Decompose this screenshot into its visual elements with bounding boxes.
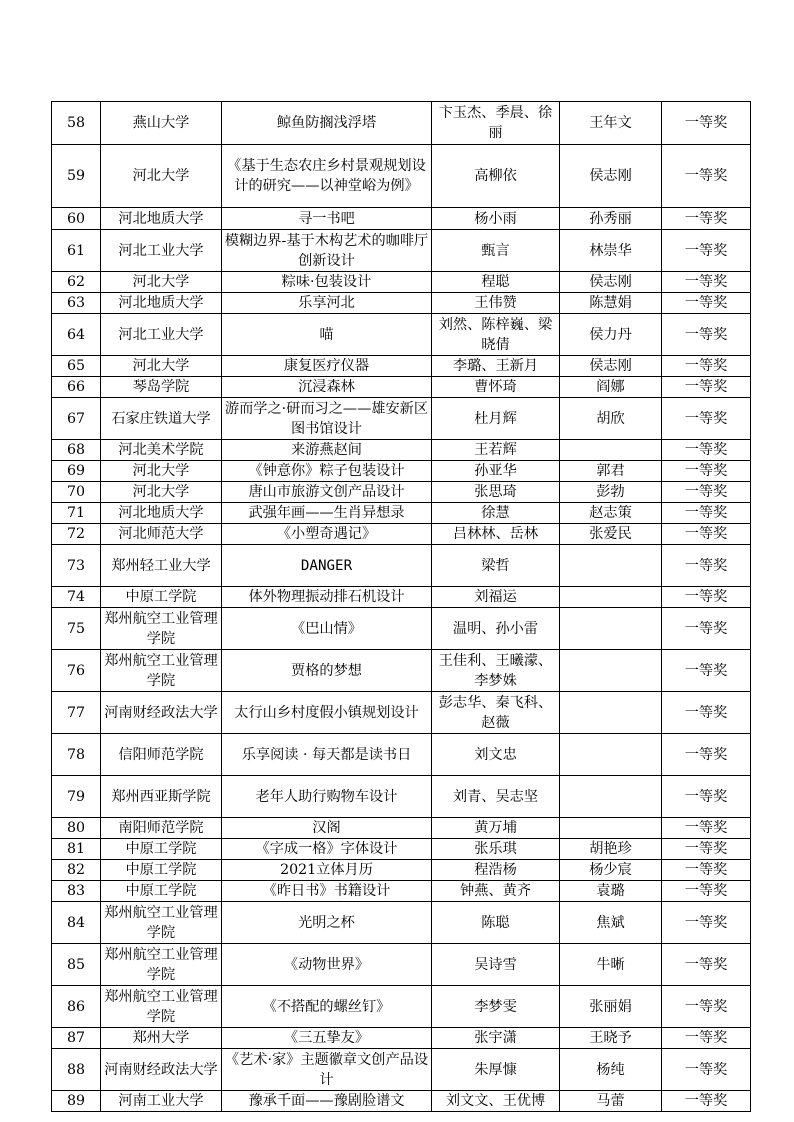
school-cell: 中原工学院 (101, 587, 222, 608)
school-cell: 河南工业大学 (101, 1091, 222, 1112)
award-cell: 一等奖 (662, 208, 751, 230)
table-row (52, 356, 751, 377)
table-row (52, 398, 751, 440)
advisor-cell: 赵志策 (560, 503, 662, 524)
advisor-cell: 王晓予 (560, 1028, 662, 1049)
advisor-cell: 孙秀丽 (560, 208, 662, 230)
award-cell: 一等奖 (662, 587, 751, 608)
table-row (52, 1028, 751, 1049)
table-row (52, 734, 751, 776)
table-row (52, 503, 751, 524)
advisor-cell: 侯志刚 (560, 272, 662, 293)
table-row (52, 860, 751, 881)
row-number-cell: 74 (52, 587, 101, 608)
advisor-cell: 陈慧娟 (560, 293, 662, 314)
award-cell: 一等奖 (662, 524, 751, 545)
table-row (52, 524, 751, 545)
authors-cell: 吴诗雪 (432, 944, 560, 986)
school-cell: 郑州航空工业管理学院 (101, 944, 222, 986)
advisor-cell: 焦斌 (560, 902, 662, 944)
authors-cell: 张思琦 (432, 482, 560, 503)
work-title-cell: 《字成一格》字体设计 (222, 839, 432, 860)
school-cell: 河北大学 (101, 145, 222, 208)
row-number-cell: 66 (52, 377, 101, 398)
award-cell: 一等奖 (662, 356, 751, 377)
work-title-cell: 老年人助行购物车设计 (222, 776, 432, 818)
row-number-cell: 77 (52, 692, 101, 734)
authors-cell: 刘文忠 (432, 734, 560, 776)
row-number-cell: 86 (52, 986, 101, 1028)
row-number-cell: 69 (52, 461, 101, 482)
authors-cell: 吕林林、岳林 (432, 524, 560, 545)
row-number-cell: 84 (52, 902, 101, 944)
award-cell: 一等奖 (662, 503, 751, 524)
advisor-cell: 杨少宸 (560, 860, 662, 881)
authors-cell: 高柳依 (432, 145, 560, 208)
table-row (52, 881, 751, 902)
row-number-cell: 58 (52, 102, 101, 145)
authors-cell: 温明、孙小雷 (432, 608, 560, 650)
award-cell: 一等奖 (662, 650, 751, 692)
work-title-cell: 乐享阅读 · 每天都是读书日 (222, 734, 432, 776)
table-row (52, 440, 751, 461)
award-cell: 一等奖 (662, 440, 751, 461)
table-row (52, 608, 751, 650)
authors-cell: 彭志华、秦飞科、赵薇 (432, 692, 560, 734)
work-title-cell: 太行山乡村度假小镇规划设计 (222, 692, 432, 734)
row-number-cell: 79 (52, 776, 101, 818)
school-cell: 郑州西亚斯学院 (101, 776, 222, 818)
school-cell: 燕山大学 (101, 102, 222, 145)
work-title-cell: 《昨日书》书籍设计 (222, 881, 432, 902)
authors-cell: 程浩杨 (432, 860, 560, 881)
table-row (52, 650, 751, 692)
row-number-cell: 61 (52, 230, 101, 272)
work-title-cell: 鲸鱼防搁浅浮塔 (222, 102, 432, 145)
school-cell: 郑州航空工业管理学院 (101, 986, 222, 1028)
work-title-cell: 粽味·包装设计 (222, 272, 432, 293)
row-number-cell: 59 (52, 145, 101, 208)
award-cell: 一等奖 (662, 314, 751, 356)
work-title-cell: 《基于生态农庄乡村景观规划设计的研究——以神堂峪为例》 (222, 145, 432, 208)
work-title-cell: 来游燕赵间 (222, 440, 432, 461)
school-cell: 河北师范大学 (101, 524, 222, 545)
school-cell: 河南财经政法大学 (101, 1049, 222, 1091)
row-number-cell: 82 (52, 860, 101, 881)
authors-cell: 程聪 (432, 272, 560, 293)
table-row (52, 545, 751, 587)
advisor-cell: 彭勃 (560, 482, 662, 503)
award-cell: 一等奖 (662, 860, 751, 881)
table-row (52, 986, 751, 1028)
school-cell: 河北工业大学 (101, 230, 222, 272)
work-title-cell: 《钟意你》粽子包装设计 (222, 461, 432, 482)
row-number-cell: 71 (52, 503, 101, 524)
award-cell: 一等奖 (662, 1028, 751, 1049)
authors-cell: 刘文文、王优博 (432, 1091, 560, 1112)
work-title-cell: 《动物世界》 (222, 944, 432, 986)
work-title-cell: 贾格的梦想 (222, 650, 432, 692)
row-number-cell: 80 (52, 818, 101, 839)
award-cell: 一等奖 (662, 818, 751, 839)
award-cell: 一等奖 (662, 545, 751, 587)
work-title-cell: 豫承千面——豫剧脸谱文 (222, 1091, 432, 1112)
authors-cell: 杨小雨 (432, 208, 560, 230)
advisor-cell (560, 545, 662, 587)
table-row (52, 818, 751, 839)
authors-cell: 刘青、吴志坚 (432, 776, 560, 818)
authors-cell: 孙亚华 (432, 461, 560, 482)
advisor-cell: 胡欣 (560, 398, 662, 440)
award-cell: 一等奖 (662, 986, 751, 1028)
row-number-cell: 87 (52, 1028, 101, 1049)
work-title-cell: 《巴山情》 (222, 608, 432, 650)
school-cell: 河北大学 (101, 461, 222, 482)
row-number-cell: 60 (52, 208, 101, 230)
award-cell: 一等奖 (662, 608, 751, 650)
advisor-cell: 郭君 (560, 461, 662, 482)
table-row (52, 102, 751, 145)
authors-cell: 王伟赞 (432, 293, 560, 314)
award-cell: 一等奖 (662, 102, 751, 145)
school-cell: 石家庄铁道大学 (101, 398, 222, 440)
row-number-cell: 62 (52, 272, 101, 293)
school-cell: 河南财经政法大学 (101, 692, 222, 734)
work-title-cell: 唐山市旅游文创产品设计 (222, 482, 432, 503)
row-number-cell: 88 (52, 1049, 101, 1091)
advisor-cell: 张爱民 (560, 524, 662, 545)
school-cell: 河北大学 (101, 272, 222, 293)
award-cell: 一等奖 (662, 272, 751, 293)
school-cell: 琴岛学院 (101, 377, 222, 398)
row-number-cell: 65 (52, 356, 101, 377)
row-number-cell: 68 (52, 440, 101, 461)
authors-cell: 卞玉杰、季晨、徐丽 (432, 102, 560, 145)
award-cell: 一等奖 (662, 692, 751, 734)
school-cell: 郑州航空工业管理学院 (101, 902, 222, 944)
award-cell: 一等奖 (662, 734, 751, 776)
school-cell: 河北美术学院 (101, 440, 222, 461)
work-title-cell: DANGER (222, 545, 432, 587)
row-number-cell: 89 (52, 1091, 101, 1112)
row-number-cell: 70 (52, 482, 101, 503)
school-cell: 河北大学 (101, 356, 222, 377)
row-number-cell: 63 (52, 293, 101, 314)
row-number-cell: 73 (52, 545, 101, 587)
award-cell: 一等奖 (662, 881, 751, 902)
work-title-cell: 光明之杯 (222, 902, 432, 944)
work-title-cell: 游而学之·研而习之——雄安新区图书馆设计 (222, 398, 432, 440)
row-number-cell: 72 (52, 524, 101, 545)
award-cell: 一等奖 (662, 398, 751, 440)
school-cell: 南阳师范学院 (101, 818, 222, 839)
school-cell: 河北地质大学 (101, 208, 222, 230)
advisor-cell: 牛晰 (560, 944, 662, 986)
authors-cell: 张宇潇 (432, 1028, 560, 1049)
row-number-cell: 85 (52, 944, 101, 986)
award-cell: 一等奖 (662, 293, 751, 314)
advisor-cell: 侯志刚 (560, 145, 662, 208)
table-row (52, 776, 751, 818)
table-row (52, 1091, 751, 1112)
school-cell: 河北地质大学 (101, 503, 222, 524)
award-cell: 一等奖 (662, 230, 751, 272)
row-number-cell: 81 (52, 839, 101, 860)
advisor-cell: 张丽娟 (560, 986, 662, 1028)
authors-cell: 杜月辉 (432, 398, 560, 440)
advisor-cell (560, 776, 662, 818)
award-table-body (52, 102, 751, 1112)
table-row (52, 230, 751, 272)
school-cell: 河北工业大学 (101, 314, 222, 356)
advisor-cell (560, 650, 662, 692)
work-title-cell: 康复医疗仪器 (222, 356, 432, 377)
work-title-cell: 武强年画——生肖异想录 (222, 503, 432, 524)
row-number-cell: 67 (52, 398, 101, 440)
award-cell: 一等奖 (662, 461, 751, 482)
advisor-cell: 王年文 (560, 102, 662, 145)
award-cell: 一等奖 (662, 1091, 751, 1112)
authors-cell: 张乐琪 (432, 839, 560, 860)
table-row (52, 314, 751, 356)
authors-cell: 李璐、王新月 (432, 356, 560, 377)
table-row (52, 272, 751, 293)
row-number-cell: 76 (52, 650, 101, 692)
authors-cell: 陈聪 (432, 902, 560, 944)
work-title-cell: 汉阁 (222, 818, 432, 839)
authors-cell: 李梦雯 (432, 986, 560, 1028)
table-row (52, 461, 751, 482)
advisor-cell: 胡艳珍 (560, 839, 662, 860)
authors-cell: 黄万埔 (432, 818, 560, 839)
school-cell: 郑州轻工业大学 (101, 545, 222, 587)
table-row (52, 208, 751, 230)
authors-cell: 刘然、陈梓巍、梁晓倩 (432, 314, 560, 356)
advisor-cell: 袁璐 (560, 881, 662, 902)
award-table (51, 101, 751, 1112)
award-cell: 一等奖 (662, 145, 751, 208)
row-number-cell: 75 (52, 608, 101, 650)
table-row (52, 482, 751, 503)
school-cell: 郑州大学 (101, 1028, 222, 1049)
table-row (52, 692, 751, 734)
authors-cell: 刘福运 (432, 587, 560, 608)
table-row (52, 902, 751, 944)
work-title-cell: 《三五挚友》 (222, 1028, 432, 1049)
school-cell: 河北地质大学 (101, 293, 222, 314)
table-row (52, 839, 751, 860)
advisor-cell: 马蕾 (560, 1091, 662, 1112)
advisor-cell: 杨纯 (560, 1049, 662, 1091)
award-cell: 一等奖 (662, 902, 751, 944)
advisor-cell: 阎娜 (560, 377, 662, 398)
school-cell: 信阳师范学院 (101, 734, 222, 776)
award-cell: 一等奖 (662, 377, 751, 398)
advisor-cell: 林崇华 (560, 230, 662, 272)
school-cell: 中原工学院 (101, 881, 222, 902)
authors-cell: 曹怀琦 (432, 377, 560, 398)
advisor-cell (560, 440, 662, 461)
authors-cell: 王若辉 (432, 440, 560, 461)
advisor-cell (560, 587, 662, 608)
school-cell: 河北大学 (101, 482, 222, 503)
authors-cell: 梁哲 (432, 545, 560, 587)
award-cell: 一等奖 (662, 776, 751, 818)
school-cell: 中原工学院 (101, 860, 222, 881)
work-title-cell: 模糊边界-基于木构艺术的咖啡厅创新设计 (222, 230, 432, 272)
advisor-cell: 侯力丹 (560, 314, 662, 356)
table-row (52, 587, 751, 608)
school-cell: 郑州航空工业管理学院 (101, 650, 222, 692)
advisor-cell: 侯志刚 (560, 356, 662, 377)
school-cell: 郑州航空工业管理学院 (101, 608, 222, 650)
row-number-cell: 83 (52, 881, 101, 902)
row-number-cell: 78 (52, 734, 101, 776)
work-title-cell: 2021立体月历 (222, 860, 432, 881)
work-title-cell: 体外物理振动排石机设计 (222, 587, 432, 608)
advisor-cell (560, 818, 662, 839)
authors-cell: 王佳利、王曦濛、李梦姝 (432, 650, 560, 692)
work-title-cell: 《小塑奇遇记》 (222, 524, 432, 545)
advisor-cell (560, 608, 662, 650)
table-row (52, 1049, 751, 1091)
award-cell: 一等奖 (662, 1049, 751, 1091)
work-title-cell: 喵 (222, 314, 432, 356)
award-cell: 一等奖 (662, 482, 751, 503)
table-row (52, 145, 751, 208)
award-cell: 一等奖 (662, 839, 751, 860)
authors-cell: 钟燕、黄齐 (432, 881, 560, 902)
table-row (52, 377, 751, 398)
work-title-cell: 《艺术·家》主题徽章文创产品设计 (222, 1049, 432, 1091)
table-row (52, 944, 751, 986)
award-cell: 一等奖 (662, 944, 751, 986)
work-title-cell: 寻一书吧 (222, 208, 432, 230)
work-title-cell: 沉浸森林 (222, 377, 432, 398)
school-cell: 中原工学院 (101, 839, 222, 860)
advisor-cell (560, 692, 662, 734)
table-row (52, 293, 751, 314)
authors-cell: 甄言 (432, 230, 560, 272)
work-title-cell: 《不搭配的螺丝钉》 (222, 986, 432, 1028)
advisor-cell (560, 734, 662, 776)
authors-cell: 朱厚慷 (432, 1049, 560, 1091)
work-title-cell: 乐享河北 (222, 293, 432, 314)
authors-cell: 徐慧 (432, 503, 560, 524)
row-number-cell: 64 (52, 314, 101, 356)
